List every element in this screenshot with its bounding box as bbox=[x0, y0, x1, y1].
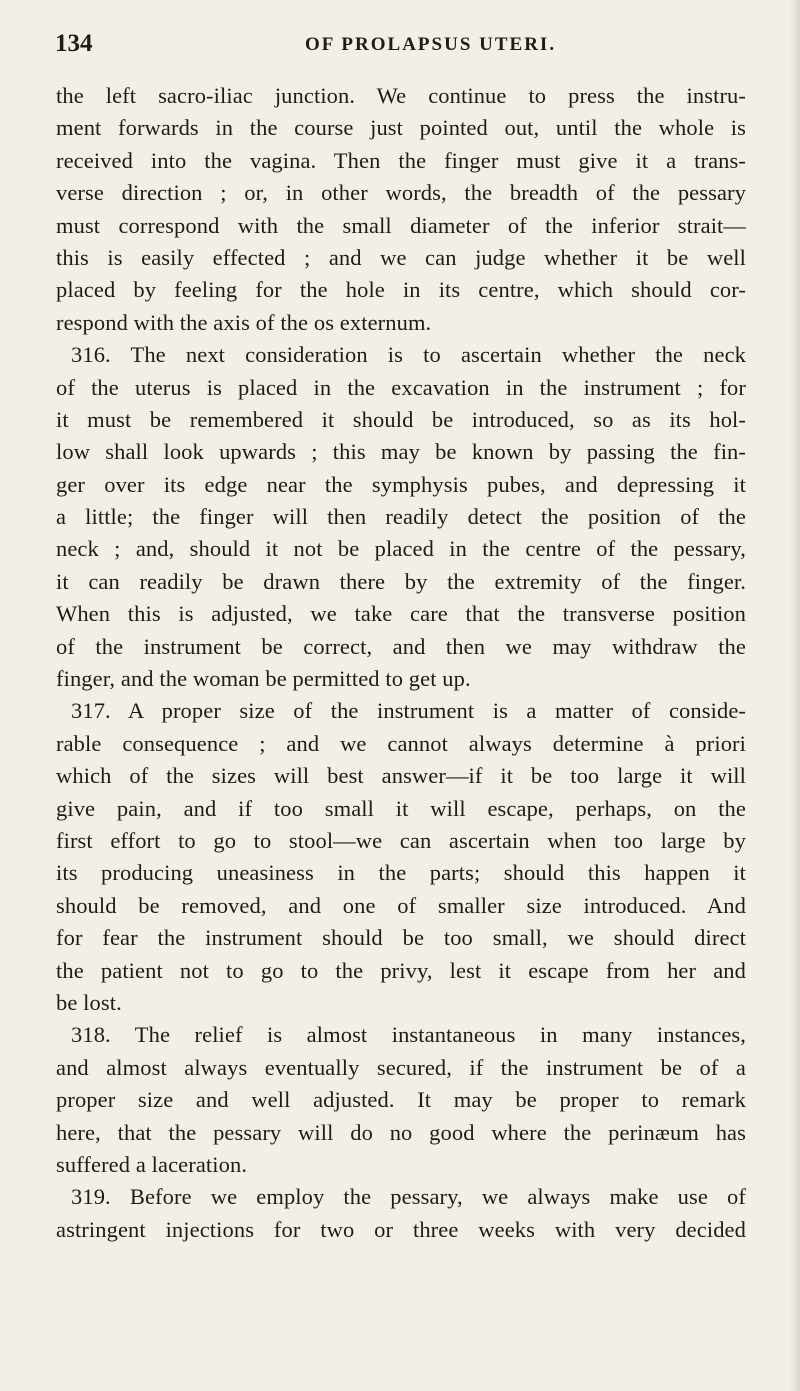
text-line: 319. Before we employ the pessary, we always make use of bbox=[71, 1184, 746, 1210]
text-line: 316. The next consideration is to ascertain whether the neck bbox=[71, 342, 746, 368]
text-line: its producing uneasiness in the parts; should this happen it bbox=[56, 860, 746, 886]
text-line: it can readily be drawn there by the extremity of the finger. bbox=[56, 568, 746, 594]
text-line: 318. The relief is almost instantaneous in many instances, bbox=[71, 1022, 746, 1048]
text-line: which of the sizes will best answer—if it be too large it will bbox=[56, 763, 746, 789]
text-line: ment forwards in the course just pointed out, until the whole is bbox=[56, 115, 746, 141]
text-line: this is easily effected ; and we can judge whether it be well bbox=[56, 244, 746, 270]
text-line: of the instrument be correct, and then we may withdraw the bbox=[56, 633, 746, 659]
text-line: received into the vagina. Then the finger must give it a trans- bbox=[56, 147, 746, 173]
text-line: astringent injections for two or three weeks with very decided bbox=[56, 1216, 746, 1242]
text-line: proper size and well adjusted. It may be proper to remark bbox=[56, 1087, 746, 1113]
text-line: the patient not to go to the privy, lest it escape from her and bbox=[56, 957, 746, 983]
text-line: here, that the pessary will do no good where the perinæum has bbox=[56, 1119, 746, 1145]
text-line: suffered a laceration. bbox=[56, 1151, 248, 1177]
text-line: should be removed, and one of smaller size introduced. And bbox=[56, 892, 746, 918]
text-line: of the uterus is placed in the excavation in the instrument ; for bbox=[56, 374, 746, 400]
text-line: first effort to go to stool—we can ascertain when too large by bbox=[56, 827, 746, 853]
text-line: placed by feeling for the hole in its centre, which should cor- bbox=[56, 277, 746, 303]
text-line: 317. A proper size of the instrument is a matter of conside- bbox=[71, 698, 746, 724]
body-text bbox=[56, 80, 746, 1246]
text-line: and almost always eventually secured, if the instrument be of a bbox=[56, 1054, 746, 1080]
text-line: give pain, and if too small it will escape, perhaps, on the bbox=[56, 795, 746, 821]
text-line: When this is adjusted, we take care that the transverse position bbox=[56, 601, 746, 627]
text-line: ger over its edge near the symphysis pubes, and depressing it bbox=[56, 471, 746, 497]
text-line: verse direction ; or, in other words, the breadth of the pessary bbox=[56, 180, 746, 206]
text-line: it must be remembered it should be introduced, so as its hol- bbox=[56, 406, 746, 432]
text-line: neck ; and, should it not be placed in the centre of the pessary, bbox=[56, 536, 746, 562]
text-line: the left sacro-iliac junction. We continue to press the instru- bbox=[56, 83, 746, 108]
text-line: must correspond with the small diameter of the inferior strait— bbox=[56, 212, 746, 238]
text-line: rable consequence ; and we cannot always determine à priori bbox=[56, 730, 746, 756]
running-title: OF PROLAPSUS UTERI. bbox=[305, 34, 557, 55]
page-edge-shadow bbox=[790, 0, 800, 1391]
text-line: finger, and the woman be permitted to get up. bbox=[56, 666, 471, 692]
text-line: low shall look upwards ; this may be known by passing the fin- bbox=[56, 439, 746, 465]
text-line: respond with the axis of the os externum. bbox=[56, 309, 432, 335]
text-line: be lost. bbox=[56, 989, 122, 1015]
text-line: for fear the instrument should be too small, we should direct bbox=[56, 925, 746, 951]
page-number: 134 bbox=[55, 30, 93, 57]
text-line: a little; the finger will then readily detect the position of the bbox=[56, 504, 746, 530]
running-head bbox=[55, 30, 755, 62]
